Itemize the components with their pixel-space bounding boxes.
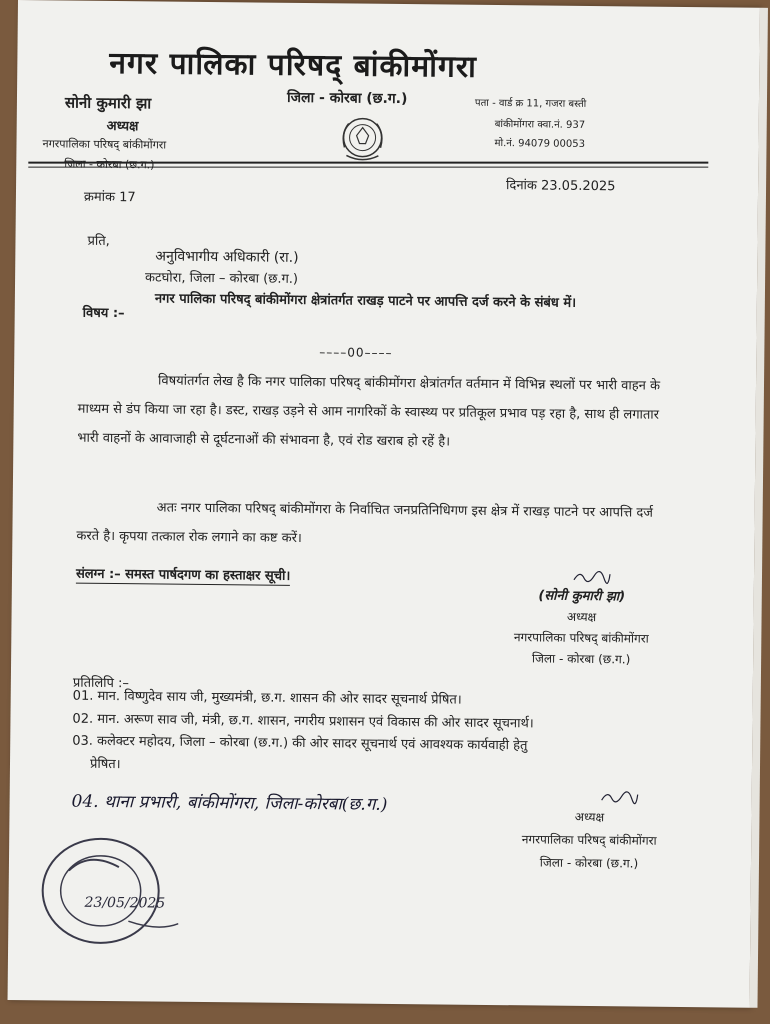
copies-label: प्रतिलिपि :–: [72, 675, 130, 692]
signatory2-org: नगरपालिका परिषद् बांकीमोंगरा: [521, 832, 657, 848]
letterhead-left-district: जिला - कोरबा (छ.ग.): [64, 157, 155, 172]
subject-label: विषय :–: [82, 305, 125, 322]
signatory-district: जिला - कोरबा (छ.ग.): [531, 651, 631, 667]
header-rule: [28, 162, 708, 164]
to-label: प्रति,: [87, 233, 110, 249]
letter-date: दिनांक 23.05.2025: [506, 178, 616, 195]
copy-item-3: 03. कलेक्टर महोदय, जिला – कोरबा (छ.ग.) की ओर सादर सूचनार्थ एवं आवश्यक कार्यवाही हेतु: [72, 733, 528, 754]
letterhead-title: नगर पालिका परिषद् बांकीमोंगरा: [109, 45, 478, 85]
reference-number: क्रमांक 17: [83, 189, 136, 206]
letter-page: [8, 0, 760, 1008]
subject-text: नगर पालिका परिषद् बांकीमोंगरा क्षेत्रांतर्गत राखड़ पाटने पर आपत्ति दर्ज करने के संबंध में।: [154, 291, 577, 311]
receipt-stamp-icon: [28, 830, 179, 952]
body-paragraph-2: अतः नगर पालिका परिषद् बांकीमोंगरा के निर्वाचित जनप्रतिनिधिगण इस क्षेत्र में राखड़ पाटने पर आपत्ति दर्ज करते है। कृपया तत्काल रोक लगाने का कष्ट करें।: [76, 500, 654, 547]
copy-item-2: 02. मान. अरूण साव जी, मंत्री, छ.ग. शासन, नगरीय प्रशासन एवं विकास की ओर सादर सूचनार्थ।: [72, 711, 534, 732]
signature-block: [481, 585, 682, 671]
signatory-name: (सोनी कुमारी झा): [538, 588, 626, 605]
signature-block-2: [489, 805, 690, 876]
header-rule-thin: [28, 167, 708, 168]
signatory-role: अध्यक्ष: [566, 609, 597, 625]
letterhead-org: नगरपालिका परिषद् बांकीमोंगरा: [42, 137, 167, 152]
signatory2-district: जिला - कोरबा (छ.ग.): [539, 855, 639, 871]
recipient-line1: अनुविभागीय अधिकारी (रा.): [155, 248, 299, 266]
handwritten-copy-item-4: 04. थाना प्रभारी, बांकीमोंगरा, जिला-कोरबा(छ.ग.): [71, 791, 388, 815]
body-paragraph-1: विषयांतर्गत लेख है कि नगर पालिका परिषद् बांकीमोंगरा क्षेत्रांतर्गत वर्तमान में विभिन्न स्थलों पर भारी वाहन के माध्यम से डंप किया जा रहा है। डस्ट, राखड़ उड़ने से आम नागरिकों के स्वास्थ्य पर प्रतिकूल प्रभाव पड़ रहा है, साथ ही लगातार भारी वाहनों के आवाजाही से दूर्घटनाओं की संभावना है, एवं रोड खराब हो रहें है।: [77, 373, 661, 450]
copy-item-1: 01. मान. विष्णुदेव साय जी, मुख्यमंत्री, छ.ग. शासन की ओर सादर सूचनार्थ प्रेषित।: [72, 688, 462, 708]
letterhead-address: पता - वार्ड क्र 11, गजरा बस्ती: [474, 97, 587, 110]
letterhead-name: सोनी कुमारी झा: [64, 93, 152, 113]
separator: ––––00––––: [319, 345, 393, 360]
signature-scribble-icon: [572, 568, 612, 584]
letterhead-mobile: मो.नं. 94079 00053: [494, 137, 586, 150]
signature2-scribble-icon: [600, 788, 640, 804]
signatory-org: नगरपालिका परिषद् बांकीमोंगरा: [513, 630, 649, 646]
state-emblem-icon: [334, 113, 391, 166]
letterhead-role: अध्यक्ष: [106, 118, 139, 135]
paper-edge: [749, 8, 767, 1008]
letterhead-pin: बांकीमोंगरा क्वा.नं. 937: [494, 118, 586, 131]
recipient-line2: कटघोरा, जिला – कोरबा (छ.ग.): [145, 270, 299, 287]
stamp-date: 23/05/2025: [84, 894, 166, 912]
enclosure-line: संलग्न :– समस्त पार्षदगण का हस्ताक्षर सूची।: [76, 564, 291, 586]
copy-item-3-cont: प्रेषित।: [89, 756, 121, 773]
letterhead-district: जिला - कोरबा (छ.ग.): [286, 89, 408, 108]
signatory2-role: अध्यक्ष: [574, 809, 605, 825]
